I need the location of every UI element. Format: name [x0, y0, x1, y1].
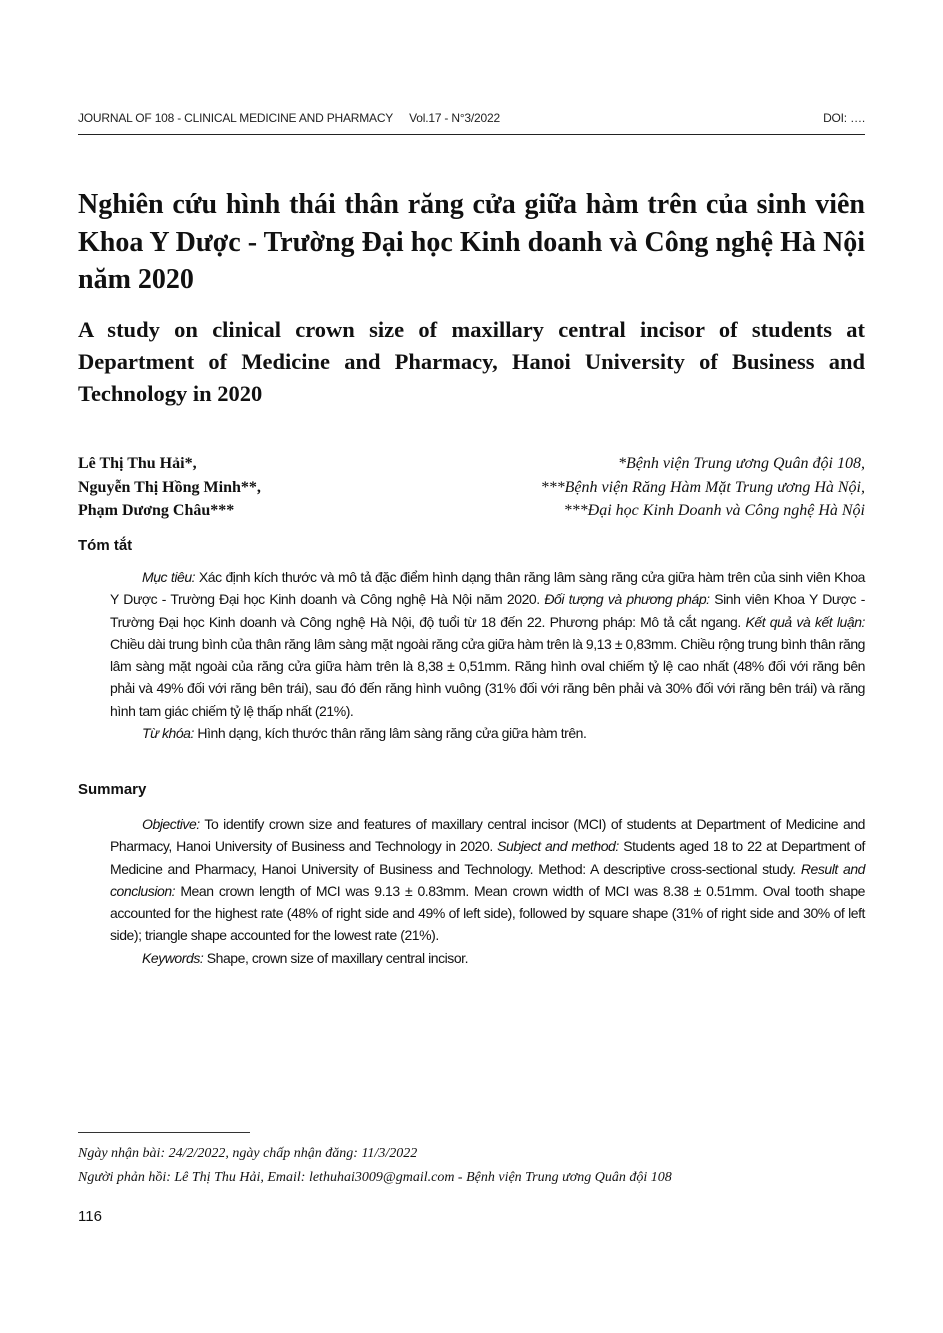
journal-name: JOURNAL OF 108 - CLINICAL MEDICINE AND PHARMACY [78, 111, 394, 125]
author: Phạm Dương Châu*** [78, 502, 235, 519]
doi: DOI: …. [823, 111, 865, 125]
text: Mean crown length of MCI was 9.13 ± 0.83mm. Mean crown width of MCI was 8.38 ± 0.51mm. Oval tooth shape accounted for the highest rate (48% of right side and 49% of left side), followed by square shape (31% of right side and 30% of left side); triangle shape accounted for the lowest rate (21%). [110, 882, 865, 944]
abstract-english [110, 813, 865, 969]
abstract-paragraph [110, 566, 865, 722]
label: Từ khóa: [142, 725, 194, 742]
label: Mục tiêu: [142, 569, 196, 585]
keywords [110, 947, 865, 969]
affiliation: ***Bệnh viện Răng Hàm Mặt Trung ương Hà Nội, [540, 478, 865, 496]
affiliation: ***Đại học Kinh Doanh và Công nghệ Hà Nội [563, 502, 865, 519]
label: Result and conclusion: [110, 860, 866, 899]
title-vietnamese: Nghiên cứu hình thái thân răng cửa giữa hàm trên của sinh viên Khoa Y Dược - Trường Đại học Kinh doanh và Công nghệ Hà Nội năm 2020 [78, 189, 865, 295]
author: Lê Thị Thu Hải*, [78, 455, 197, 472]
text: Xác định kích thước và mô tả đặc điểm hình dạng thân răng lâm sàng răng cửa giữa hàm trên của sinh viên Khoa Y Dược - Trường Đại học Kinh doanh và Công nghệ Hà Nội năm 2020. [110, 569, 865, 608]
footnote-rule [78, 1132, 250, 1133]
label: Kết quả và kết luận: [745, 613, 865, 630]
page-number: 116 [78, 1208, 102, 1225]
abstract-vietnamese [110, 566, 865, 744]
abstract-en-heading: Summary [78, 781, 147, 798]
label: Đối tượng và phương pháp: [544, 591, 710, 608]
footnote-correspondence: Người phản hồi: Lê Thị Thu Hải, Email: lethuhai3009@gmail.com - Bệnh viện Trung ương Quân đội 108 [78, 1170, 672, 1185]
label: Keywords: [142, 949, 204, 966]
text: Chiều dài trung bình của thân răng lâm sàng mặt ngoài răng cửa giữa hàm trên là 9,13 ± 0,83mm. Chiều rộng trung bình thân răng lâm sàng mặt ngoài của răng cửa giữa hàm trên là 8,38 ± 0,51mm. Răng hình oval chiếm tỷ lệ cao nhất (48% đối với răng bên phải và 49% đối với răng bên trái), sau đó đến răng hình vuông (31% đối với răng bên phải và 30% đối với răng bên trái) và răng hình tam giác chiếm tỷ lệ thấp nhất (21%). [110, 635, 865, 719]
text: Students aged 18 to 22 at Department of Medicine and Pharmacy, Hanoi University of Business and Technology. Method: A descriptive cross-sectional study. [110, 838, 865, 877]
text: To identify crown size and features of maxillary central incisor (MCI) of students at Department of Medicine and Pharmacy, Hanoi University of Business and Technology in 2020. [110, 816, 865, 855]
label: Subject and method: [497, 838, 619, 855]
running-header [78, 111, 865, 125]
author: Nguyễn Thị Hồng Minh**, [78, 478, 261, 496]
text: Shape, crown size of maxillary central incisor. [203, 949, 469, 966]
label: Objective: [142, 816, 200, 832]
footnotes [78, 1142, 672, 1190]
keywords [110, 722, 865, 744]
abstract-paragraph [110, 813, 865, 947]
affiliation-list [541, 452, 865, 523]
abstract-vi-heading: Tóm tắt [78, 537, 133, 554]
journal-volume: Vol.17 - N°3/2022 [409, 111, 500, 125]
title-english: A study on clinical crown size of maxillary central incisor of students at Department of Medicine and Pharmacy, Hanoi University of Business and Technology in 2020 [78, 317, 865, 406]
text: Sinh viên Khoa Y Dược - Trường Đại học Kinh doanh và Công nghệ Hà Nội, độ tuổi từ 18 đến 22. Phương pháp: Mô tả cắt ngang. [110, 591, 865, 630]
header-rule [78, 134, 865, 135]
footnote-dates: Ngày nhận bài: 24/2/2022, ngày chấp nhận đăng: 11/3/2022 [78, 1146, 418, 1161]
author-list [78, 452, 261, 523]
affiliation: *Bệnh viện Trung ương Quân đội 108, [617, 455, 865, 472]
text: Hình dạng, kích thước thân răng lâm sàng răng cửa giữa hàm trên. [193, 725, 587, 742]
